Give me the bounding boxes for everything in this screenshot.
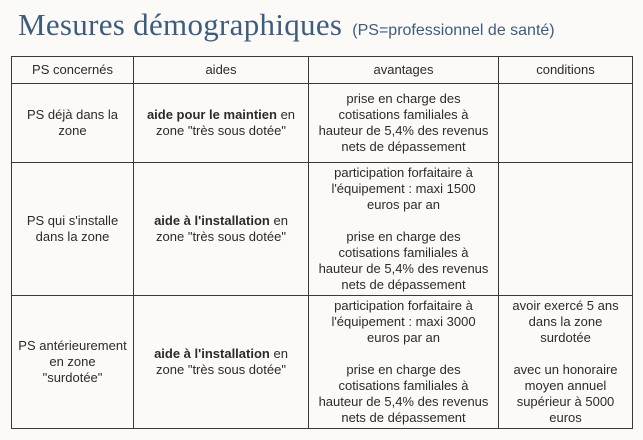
cell-avantages bbox=[309, 296, 499, 429]
avantage-text: participation forfaitaire à l'équipement : maxi 3000 euros par an bbox=[331, 298, 476, 345]
condition-text: avoir exercé 5 ans dans la zone surdotée bbox=[512, 298, 619, 345]
header-conditions: conditions bbox=[499, 57, 633, 84]
page-title: Mesures démographiques bbox=[18, 7, 343, 42]
paragraph-gap bbox=[505, 346, 626, 362]
cell-ps: PS antérieurement en zone "surdotée" bbox=[12, 296, 134, 429]
paragraph-gap bbox=[315, 213, 492, 229]
cell-avantages bbox=[309, 84, 499, 163]
avantage-text: prise en charge des cotisations familiales à hauteur de 5,4% des revenus nets de dépassement bbox=[318, 229, 489, 292]
cell-avantages bbox=[309, 163, 499, 296]
cell-conditions bbox=[499, 84, 633, 163]
avantage-text: prise en charge des cotisations familiales à hauteur de 5,4% des revenus nets de dépassement bbox=[318, 362, 489, 425]
avantage-text: prise en charge des cotisations familiales à hauteur de 5,4% des revenus nets de dépassement bbox=[318, 91, 489, 154]
header-ps-concernes: PS concernés bbox=[12, 57, 134, 84]
table-row bbox=[12, 296, 633, 429]
measures-table bbox=[11, 56, 633, 429]
aide-text: en zone "très sous dotée" bbox=[156, 107, 296, 138]
cell-aide bbox=[134, 296, 309, 429]
title-row bbox=[18, 7, 555, 43]
aide-bold-text: aide pour le maintien bbox=[146, 107, 277, 122]
aide-text: en zone "très sous dotée" bbox=[156, 346, 288, 377]
table-row bbox=[12, 84, 633, 163]
aide-bold-text: aide à l'installation bbox=[154, 346, 270, 361]
table-row bbox=[12, 163, 633, 296]
avantage-text: participation forfaitaire à l'équipement : maxi 1500 euros par an bbox=[331, 165, 476, 212]
paragraph-gap bbox=[315, 346, 492, 362]
cell-conditions bbox=[499, 163, 633, 296]
cell-conditions bbox=[499, 296, 633, 429]
cell-ps: PS qui s'installe dans la zone bbox=[12, 163, 134, 296]
table-header-row bbox=[12, 57, 633, 84]
aide-bold-text: aide à l'installation bbox=[154, 213, 270, 228]
header-aides: aides bbox=[134, 57, 309, 84]
page-subtitle: (PS=professionnel de santé) bbox=[352, 22, 555, 39]
condition-text: avec un honoraire moyen annuel supérieur à 5000 euros bbox=[513, 362, 618, 425]
header-avantages: avantages bbox=[309, 57, 499, 84]
cell-aide bbox=[134, 84, 309, 163]
aide-text: en zone "très sous dotée" bbox=[156, 213, 288, 244]
cell-aide bbox=[134, 163, 309, 296]
cell-ps: PS déjà dans la zone bbox=[12, 84, 134, 163]
